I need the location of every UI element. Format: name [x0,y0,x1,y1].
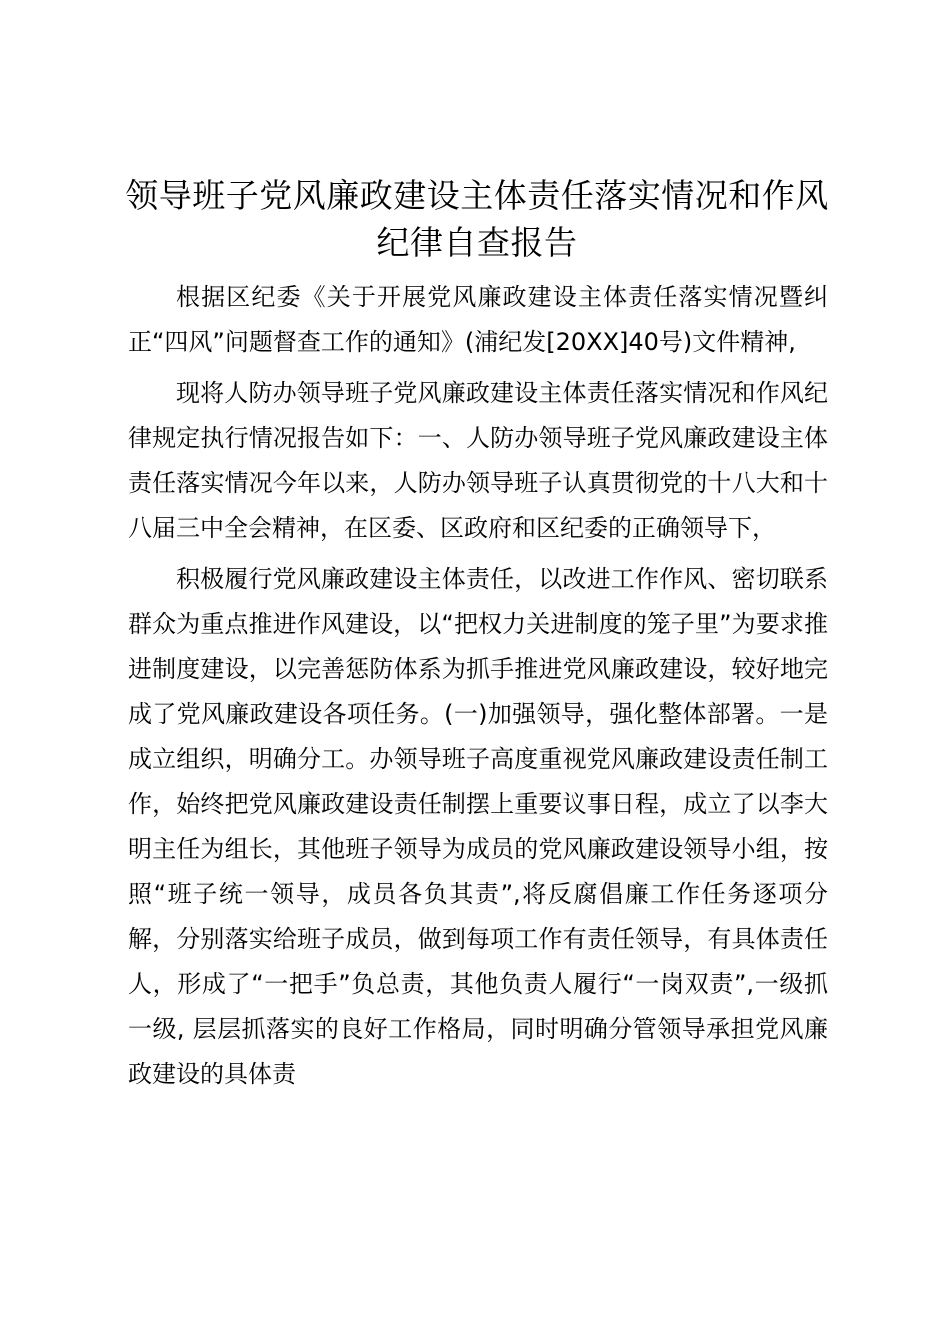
paragraph-3: 积极履行党风廉政建设主体责任，以改进工作作风、密切联系群众为重点推进作风建设，以“把权力关进制度的笼子里”为要求推进制度建设，以完善惩防体系为抓手推进党风廉政建设，较好地完成了党风廉政建设各项任务。(一)加强领导，强化整体部署。一是成立组织，明确分工。办领导班子高度重视党风廉政建设责任制工作，始终把党风廉政建设责任制摆上重要议事日程，成立了以李大明主任为组长，其他班子领导为成员的党风廉政建设领导小组，按照“班子统一领导，成员各负其责”,将反腐倡廉工作任务逐项分解，分别落实给班子成员，做到每项工作有责任领导，有具体责任人，形成了“一把手”负总责，其他负责人履行“一岗双责”,一级抓一级, 层层抓落实的良好工作格局，同时明确分管领导承担党风廉政建设的具体责 [128,565,828,1088]
paragraph-1: 根据区纪委《关于开展党风廉政建设主体责任落实情况暨纠正“四风”问题督查工作的通知》(浦纪发[20XX]40号)文件精神, [128,283,828,356]
document-title: 领导班子党风廉政建设主体责任落实情况和作风纪律自查报告 [125,176,829,262]
document-body [128,275,828,1103]
paragraph-2: 现将人防办领导班子党风廉政建设主体责任落实情况和作风纪律规定执行情况报告如下：一、人防办领导班子党风廉政建设主体责任落实情况今年以来，人防办领导班子认真贯彻党的十八大和十八届三中全会精神，在区委、区政府和区纪委的正确领导下， [128,379,828,542]
